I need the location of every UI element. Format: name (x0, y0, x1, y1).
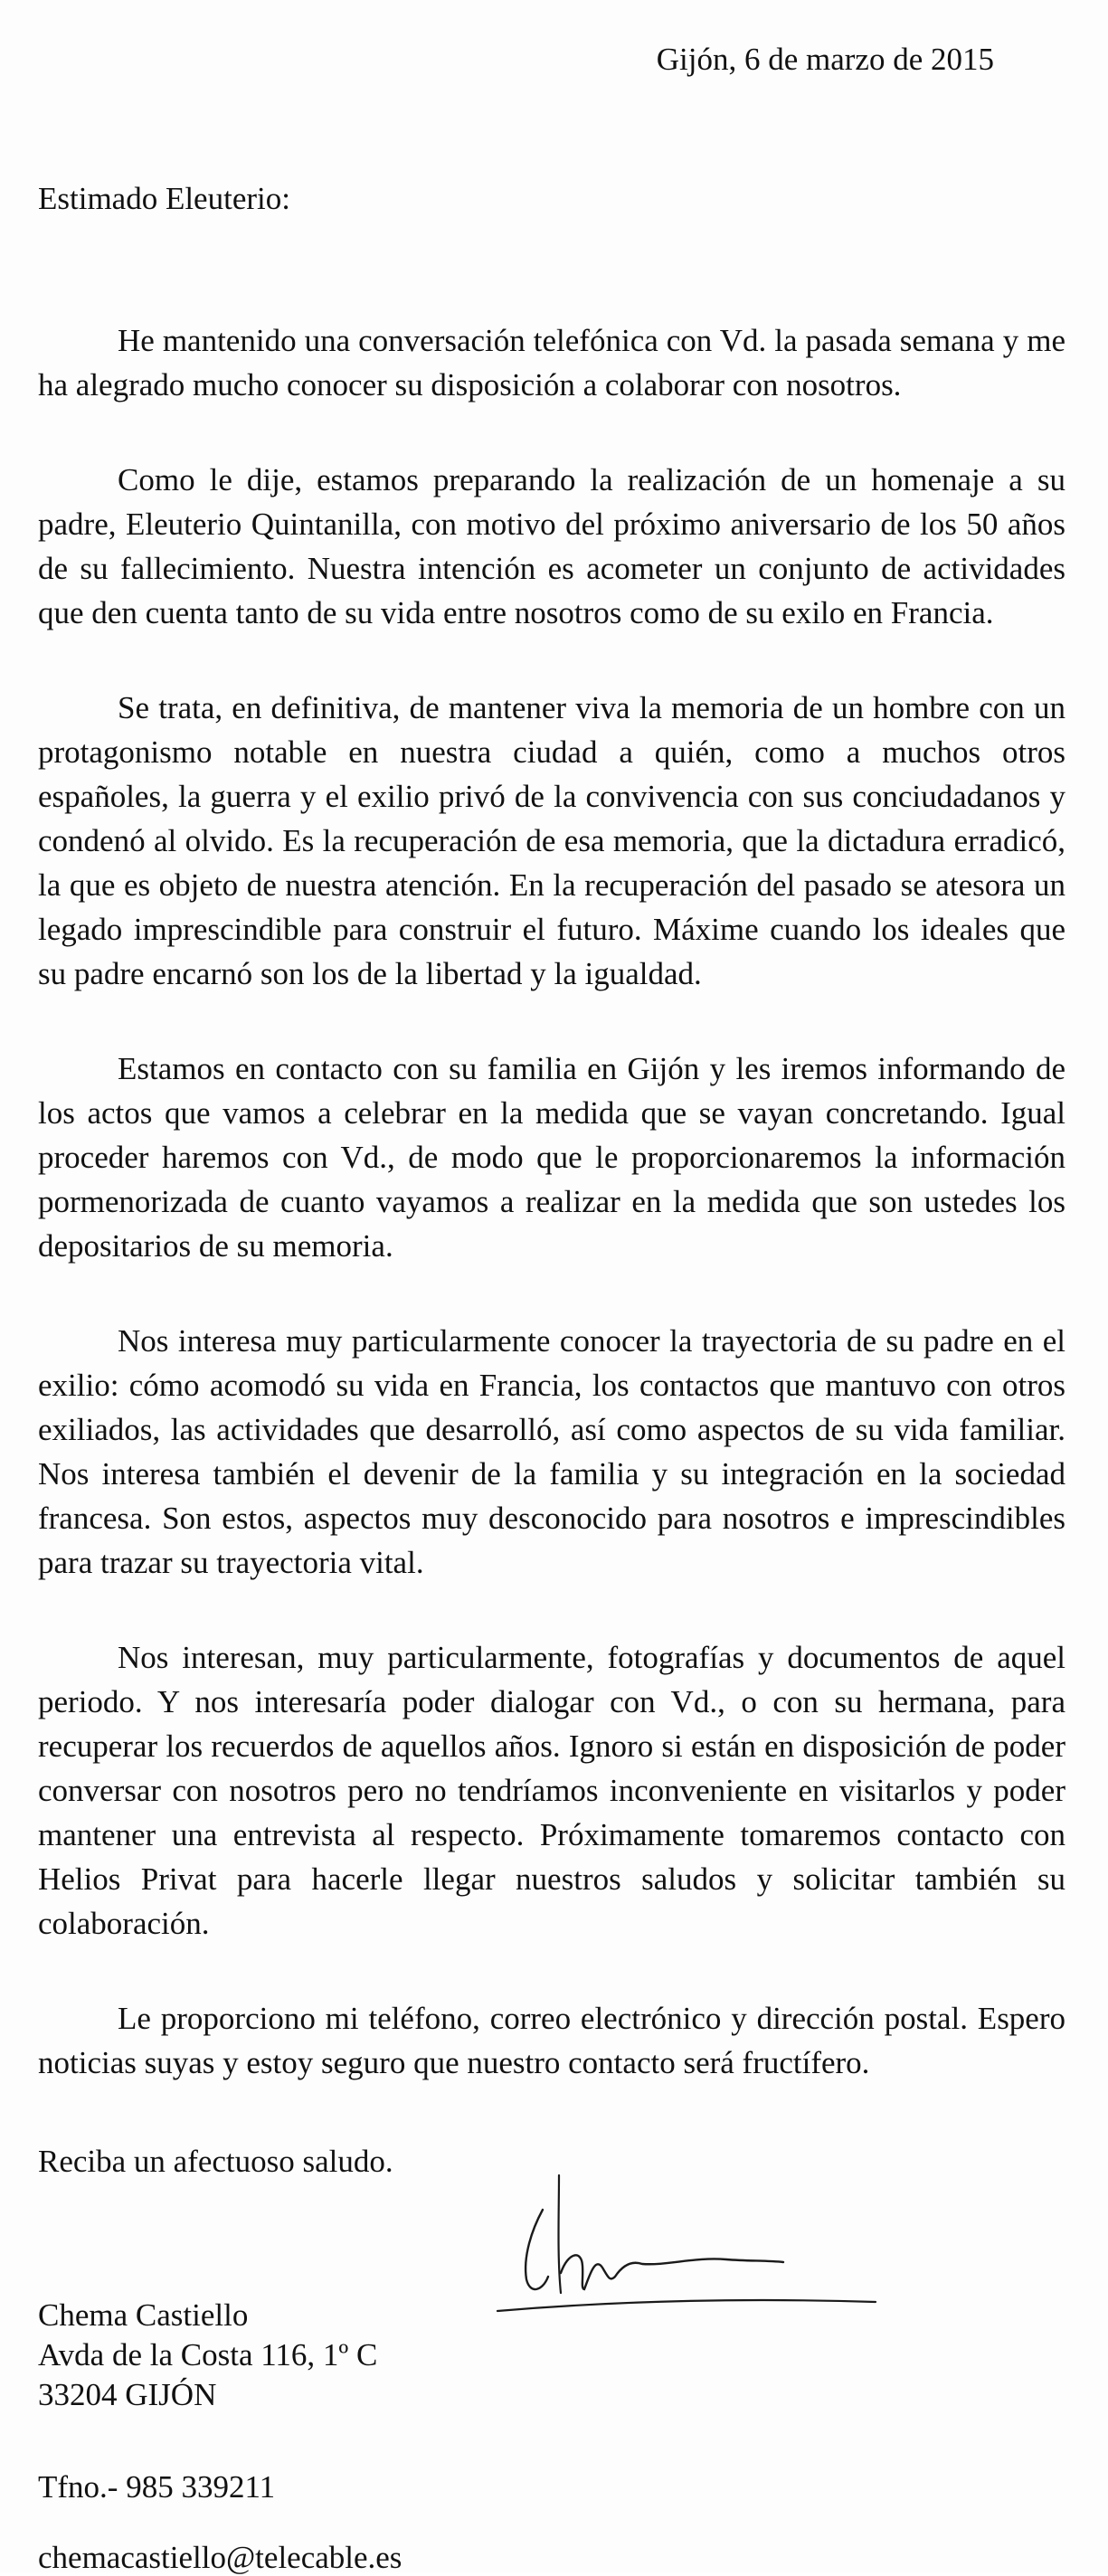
paragraph-1: He mantenido una conversación telefónica con Vd. la pasada semana y me ha alegrado mucho conocer su disposición a colaborar con nosotros. (38, 323, 1065, 402)
salutation: Estimado Eleuterio: (38, 181, 290, 216)
sender-name: Chema Castiello (38, 2297, 249, 2333)
paragraph-7: Le proporciono mi teléfono, correo electrónico y dirección postal. Espero noticias suyas y estoy seguro que nuestro contacto será fructífero. (38, 2001, 1065, 2080)
handwritten-signature-icon (496, 2166, 903, 2320)
sender-phone: Tfno.- 985 339211 (38, 2469, 276, 2505)
letter-body (38, 318, 1065, 2136)
sender-address-block (38, 2296, 377, 2415)
sender-email: chemacastiello@telecable.es (38, 2540, 402, 2575)
closing-line: Reciba un afectuoso saludo. (38, 2144, 393, 2179)
sender-address-line-1: Avda de la Costa 116, 1º C (38, 2337, 378, 2372)
paragraph-5: Nos interesa muy particularmente conocer la trayectoria de su padre en el exilio: cómo acomodó su vida en Francia, los contactos que mantuvo con otros exiliados, las actividades que desarrolló, así como aspectos de su vida familiar. Nos interesa también el devenir de la familia y su integración en la sociedad francesa. Son estos, aspectos muy desconocido para nosotros e imprescindibles para trazar su trayectoria vital. (38, 1323, 1065, 1580)
paragraph-2: Como le dije, estamos preparando la realización de un homenaje a su padre, Eleuterio Quintanilla, con motivo del próximo aniversario de los 50 años de su fallecimiento. Nuestra intención es acometer un conjunto de actividades que den cuenta tanto de su vida entre nosotros como de su exilo en Francia. (38, 462, 1065, 630)
date-line: Gijón, 6 de marzo de 2015 (656, 42, 994, 77)
paragraph-3: Se trata, en definitiva, de mantener viva la memoria de un hombre con un protagonismo notable en nuestra ciudad a quién, como a muchos otros españoles, la guerra y el exilio privó de la convivencia con sus conciudadanos y condenó al olvido. Es la recuperación de esa memoria, que la dictadura erradicó, la que es objeto de nuestra atención. En la recuperación del pasado se atesora un legado imprescindible para construir el futuro. Máxime cuando los ideales que su padre encarnó son los de la libertad y la igualdad. (38, 690, 1065, 991)
paragraph-6: Nos interesan, muy particularmente, fotografías y documentos de aquel periodo. Y nos interesaría poder dialogar con Vd., o con su hermana, para recuperar los recuerdos de aquellos años. Ignoro si están en disposición de poder conversar con nosotros pero no tendríamos inconveniente en visitarlos y poder mantener una entrevista al respecto. Próximamente tomaremos contacto con Helios Privat para hacerle llegar nuestros saludos y solicitar también su colaboración. (38, 1640, 1065, 1941)
paragraph-4: Estamos en contacto con su familia en Gijón y les iremos informando de los actos que vamos a celebrar en la medida que se vayan concretando. Igual proceder haremos con Vd., de modo que le proporcionaremos la información pormenorizada de cuanto vayamos a realizar en la medida que son ustedes los depositarios de su memoria. (38, 1051, 1065, 1264)
sender-address-line-2: 33204 GIJÓN (38, 2377, 217, 2412)
